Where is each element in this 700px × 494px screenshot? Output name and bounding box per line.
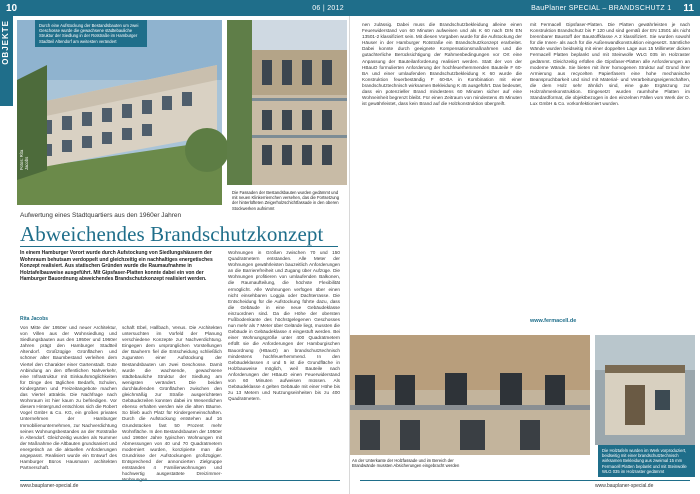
fermacell-link[interactable]: www.fermacell.de <box>530 318 577 324</box>
photo4-caption: Die Holztafeln wurden im Werk vorproduziert, beidseitig mit einer brandschutztechnisch wirksamen Bekleidung aus zweimal 15 mm Fermacell Platten beplankt und mit Steinwolle WLG 035 im Holzraster gedämmt <box>598 445 695 477</box>
section-tab-label: OBJEKTE <box>1 20 10 65</box>
photo1-caption: Durch eine Aufstockung der Bestandsbauten um zwei Geschosse wurde die gewachsene städtebauliche Struktur der Siedlung in der Rotstraße im Hamburger Stadtteil Altendorf am weitesten verändert <box>35 20 147 47</box>
headline-rule <box>20 246 338 247</box>
photo2-caption: Die Fassaden der Bestandsbauten wurden gedämmt und mit neuen Klinkerriemchen versehen, das die Fortsetzung der hinterlüfteten Zeigerholzschichtfassade in den oberen Stockwerken aufnimmt <box>232 190 340 211</box>
right-column-1: nen zulässig. Dabei muss die Brandschutzbekleidung alleine einen Feuerwiderstand von 60 Minuten aufweisen und als K 60 nach DIN EN 13501-2 klassifiziert sein. Mit diesen Vorgaben wurde für die Aufstockung der Häuser in der Hamburger Rotstraße ein Brandschutzkonzept erarbeitet. Dabei konnte durch geeignete Kompensationsmaßnahmen und die gutachterliche Berücksichtigung der Rahmenbedingungen vor Ort eine Anpassung der Bauteilanforderung realisiert werden. Statt der von der HBauO formulierten Anforderung der hochfeuerhemmenden Bauteile F 60-BA und einer umlaufenden Brandschutzbekleidung K 60 wurde die Konstruktion feuerbeständig F 60-BA in Kombination mit einer brandschutztechnisch wirksamen Bekleidung K 45 ausgeführt. Das bedeutet, dass ein potenzieller Brand mindestens 60 Minuten sicher auf eine Wohneinheit begrenzt bleibt. Für einen Zeitraum von mindestens 45 Minuten ist gewährleistet, dass kein Brand auf die Holzkonstruktion übergreift. <box>362 22 522 107</box>
building-illustration-3 <box>350 335 590 455</box>
photo3-caption: An der Unterkante der Holzfassade und im Bereich der Brandwände mussten Absicherungen eingebracht werden <box>352 458 460 469</box>
magazine-label: BauPlaner SPECIAL – BRANDSCHUTZ 1 <box>531 4 672 12</box>
building-photo-2 <box>227 20 347 185</box>
right-column-2: mit Fermacell Gipsfaser-Platten. Die Platten gewährleisten je nach Konstruktion Brandschutz bis F 120 und sind gemäß der EN 13501 als nicht brennbarer Baustoff der Baustoffklasse A 2 klassifiziert. Sie wurden sowohl für die Innen- als auch für die Außenwandkonstruktion eingesetzt. Sämtliche Wände wurden beidseitig mit einer doppelten Lage aus 15 Millimeter dicken Fermacell Platten beplankt und mit Steinwolle WLG 035 im Holzraster gedämmt. Gleichzeitig erfüllen die Gipsfaser-Platten alle Anforderungen an moderne Wände. Sie bieten mit ihrer homogenen Struktur auf Grund ihrer Armierung aus recycelten Papierfasern eine hohe mechanische Beanspruchbarkeit und sind mit Material- und Verarbeitungseigenschaften, die dem Holz sehr ähnlich sind, eine gute Ergänzung zur Holzrahmenkonstruktion. Eingesetzt wurden raumhohe Platten im Standardformat, die objektbezogen in den einzelnen Fällen vom Werk der O. Lux GmbH & Co. vorkonfektioniert wurden. <box>530 22 690 107</box>
building-illustration-4 <box>595 335 695 445</box>
article-lead: In einem Hamburger Vorort wurde durch Aufstockung von Siedlungshäusern der Wohnraum behutsam verdoppelt und gleichzeitig ein nachhaltiges energetisches Konzept realisiert. Aus statischen Gründen wurde die Raumaufnahme in Holztafelbauweise ausgeführt. Mit Gipsfaser-Platten konnte dabei ein von der Hamburger Bauordnung abweichendes Brandschutzkonzept realisiert werden. <box>20 250 213 283</box>
section-tab <box>0 16 13 106</box>
photo-credit: Fotos: Rita Jacobs <box>19 149 30 170</box>
left-column-2: schaft Ebel, Hallbach, Venus. Die Architekten untersuchten im Vorfeld der Planung verschiedene Konzepte zur Nachverdichtung. Eingegen dem ursprünglichen Vorstellungen der Bauherrn fiel die Entscheidung schließlich zugunsten einer Aufstockung der Bestandsbauten um zwei Geschosse. Damit wurde die wachsende, gewachsene städtebauliche Struktur der Siedlung am wenigsten verändert. Die beiden durchlaufenden Grünflächen zwischen den gleichmäßig zur Straße ausgerichteten Gebäudezeilen konnten dabei im Wesentlichen ebenso erhalten werden wie die alten Bäume. So blieb auch Platz für Kindergemeinschaften. Durch die Aufstockung entstehen auf 16 Grundstücken fast 50 Prozent mehr Wohnfläche. In den Bestandsbauten der 1950er und 1960er Jahre typischen Wohnungen mit Abmessungen von 40 und 70 Quadratmetern moderniert wurden, konzipierte man die Grundrisse der Aufstockungen großzügiger. Entsprechend der annoncierten Zielgruppe entstanden 4 Familienwohnungen und hochwertig ausgestattete Dreizimmer- <box>122 325 222 477</box>
building-photo-3 <box>350 335 590 455</box>
article-topic: Aufwertung eines Stadtquartiers aus den 1960er Jahren <box>20 212 182 219</box>
left-footer-rule <box>20 480 340 481</box>
article-headline: Abweichendes Brandschutzkonzept <box>20 222 324 246</box>
building-illustration-2 <box>227 20 347 185</box>
left-page-number: 10 <box>6 2 18 14</box>
building-photo-1 <box>17 20 222 205</box>
issue-label: 06 | 2012 <box>312 4 344 12</box>
right-footer-rule <box>360 480 690 481</box>
right-page-number: 11 <box>683 2 694 14</box>
right-footer-url[interactable]: www.bauplaner-special.de <box>595 483 654 489</box>
left-column-3: Wohnungen in Größen zwischen 70 und 150 Quadratmetern entstanden. Alle Meter der Wohnungen gewährleisten bauzeitlich Anforderungen an die Barrierefreiheit und Zugang über Aufzüge. Die Wohnungen profitieren von umlaufenden Balkonen, die Raumaufteilung, die höchste Flexibilität ermöglicht. Alle Wohnungen verfügen über einen nicht einsehbaren Loggia oder Dachterrasse. Die Entscheidung für die Aufstockung führte dazu, dass die Gebäude in eine neue Gebäudeklasse einzuordnen sind. Da die Höhe der obersten Fußbodenkante des höchstgelegenen Geschosses nun mehr als 7 Meter über Gelände liegt, mussten die Gebäude in Gebäudeklasse 4 eingestuft werden. Bei einer Wohnungsgröße unter 400 Quadratmetern erfüllt sie die Anforderungen der Hamburgischen Bauordnung (HBauO) an brandschutztechnisch mindestens hochfeuerhemmend. In den Gebäudeklassen 4 und 5 ist die Grundfläche in Holzbauweise möglich, weil Bauteile nach Anforderungen der HBauO einen Feuerwiderstand von 60 Minuten aufweisen müssen. Als Gebäudeklasse 4 gelten Gebäude mit einer Höhe bis zu 13 Metern und Nutzungseinheiten bis zu 400 Quadratmetern. <box>228 250 340 402</box>
left-column-1: Von Mitte der 1950er und neuer Architektur, von Villen aus der Wohnsiedlung und Siedlungsbauten aus den 1950er und 1960er Jahren prägt den Hamburger Stadtteil Altendorf. Großzügige Grünflächen und schöner alter Baumbestand verleihen dem Viertel den Charakter einer Gartenstadt. Gute Anbindung an den öffentlichen Nahverkehr, eine Infrastruktur mit Einkaufsmöglichkeiten für Dinge des täglichen Bedarfs, Schulen, Kindergärten und Freizeitangebote machen das Viertel attraktiv. Die Nachfrage nach Wohnraum ist hier kaum zu befriedigen. Vor diesem Hintergrund entschloss sich die Robert Vogel GmbH & Co. KG, ein großes privates Unternehmen der Hamburger Immobilienunternehmen, zur Nachverdichtung seines Wohnungsbestandes an der Rotstraße in Altendorf. Gleichzeitig wurden als Nummer der Maßnahme die Altbauten grundsaniert und energetisch an die aktuellen Anforderungen angepasst. Realisiert wurde ein Entwurf des Hamburger Büros Hausmann architekten Partnerschaft. <box>20 325 117 471</box>
building-photo-4 <box>595 335 695 445</box>
left-footer-url[interactable]: www.bauplaner-special.de <box>20 483 79 489</box>
right-page-header <box>350 0 700 16</box>
article-author: Rita Jacobs <box>20 316 49 322</box>
left-page-header <box>0 0 350 16</box>
building-illustration-1 <box>17 20 222 205</box>
right-page <box>350 0 700 494</box>
